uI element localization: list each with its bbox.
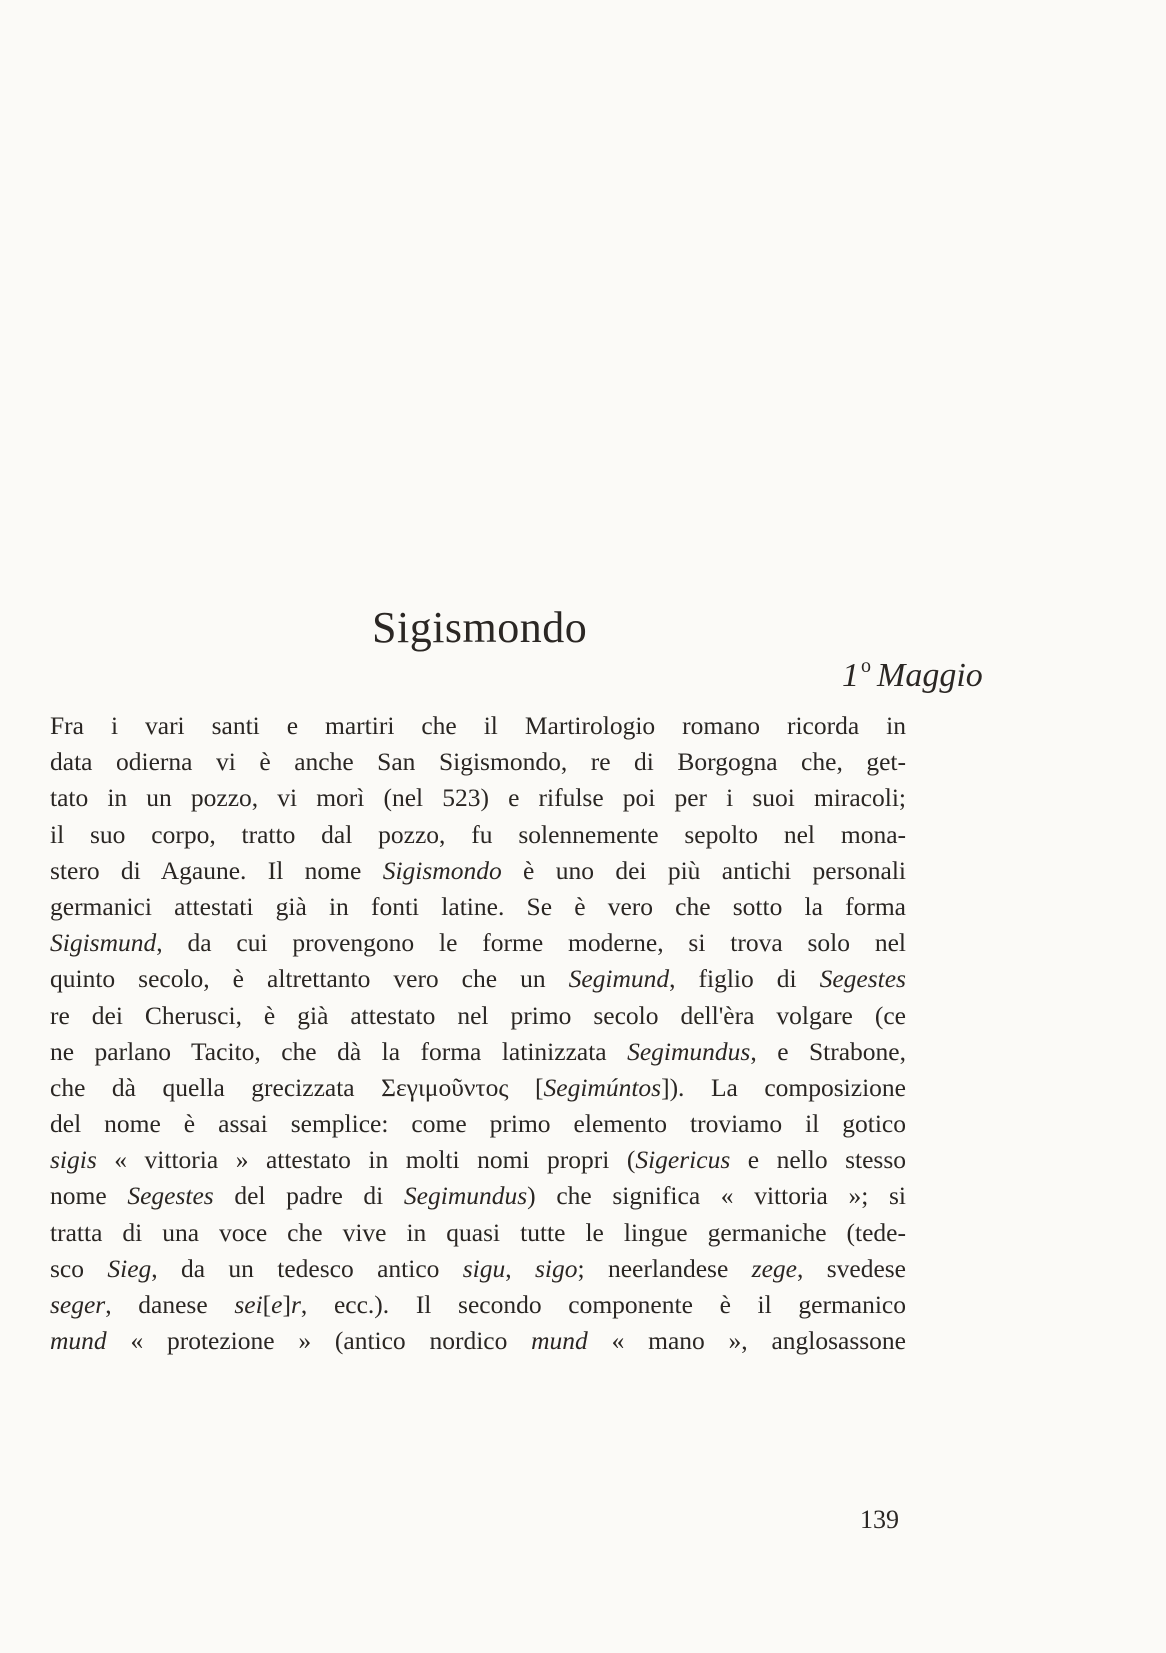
- text-line: tratta di una voce che vive in quasi tutte le lingue germaniche (tede-: [50, 1217, 906, 1247]
- page-number: 139: [860, 1505, 899, 1534]
- text-line: del nome è assai semplice: come primo elemento troviamo il gotico: [50, 1109, 906, 1139]
- text-line: ne parlano Tacito, che dà la forma latinizzata Segimundus, e Strabone,: [50, 1036, 907, 1066]
- text-line: quinto secolo, è altrettanto vero che un Segimund, figlio di Segestes: [50, 964, 906, 994]
- date-ordinal: o: [861, 655, 871, 677]
- date-day: 1: [842, 657, 859, 694]
- text-line: tato in un pozzo, vi morì (nel 523) e rifulse poi per i suoi miracoli;: [50, 783, 906, 813]
- text-line: il suo corpo, tratto dal pozzo, fu solennemente sepolto nel mona-: [50, 819, 906, 849]
- text-line: re dei Cherusci, è già attestato nel primo secolo dell'èra volgare (ce: [50, 1000, 906, 1030]
- page-title: Sigismondo: [372, 603, 588, 652]
- date-heading: [842, 655, 983, 695]
- text-line: nome Segestes del padre di Segimundus) che significa « vittoria »; si: [50, 1181, 906, 1211]
- text-line: Fra i vari santi e martiri che il Martirologio romano ricorda in: [50, 711, 906, 740]
- text-line: sco Sieg, da un tedesco antico sigu, sigo; neerlandese zege, svedese: [50, 1253, 906, 1283]
- text-line: seger, danese sei[e]r, ecc.). Il secondo componente è il germanico: [50, 1290, 906, 1319]
- text-line: data odierna vi è anche San Sigismondo, re di Borgogna che, get-: [50, 747, 906, 777]
- text-line: Sigismund, da cui provengono le forme moderne, si trova solo nel: [50, 928, 906, 958]
- date-month: Maggio: [877, 657, 983, 694]
- text-line: germanici attestati già in fonti latine. Se è vero che sotto la forma: [50, 891, 906, 921]
- body-paragraph: [50, 708, 906, 1359]
- text-line: sigis « vittoria » attestato in molti nomi propri (Sigericus e nello stesso: [50, 1145, 906, 1175]
- text-line: che dà quella grecizzata Σεγιμοῦντος [Segimúntos]). La composizione: [50, 1072, 906, 1102]
- text-line: stero di Agaune. Il nome Sigismondo è uno dei più antichi personali: [50, 855, 907, 885]
- text-line: mund « protezione » (antico nordico mund « mano », anglosassone: [50, 1326, 907, 1356]
